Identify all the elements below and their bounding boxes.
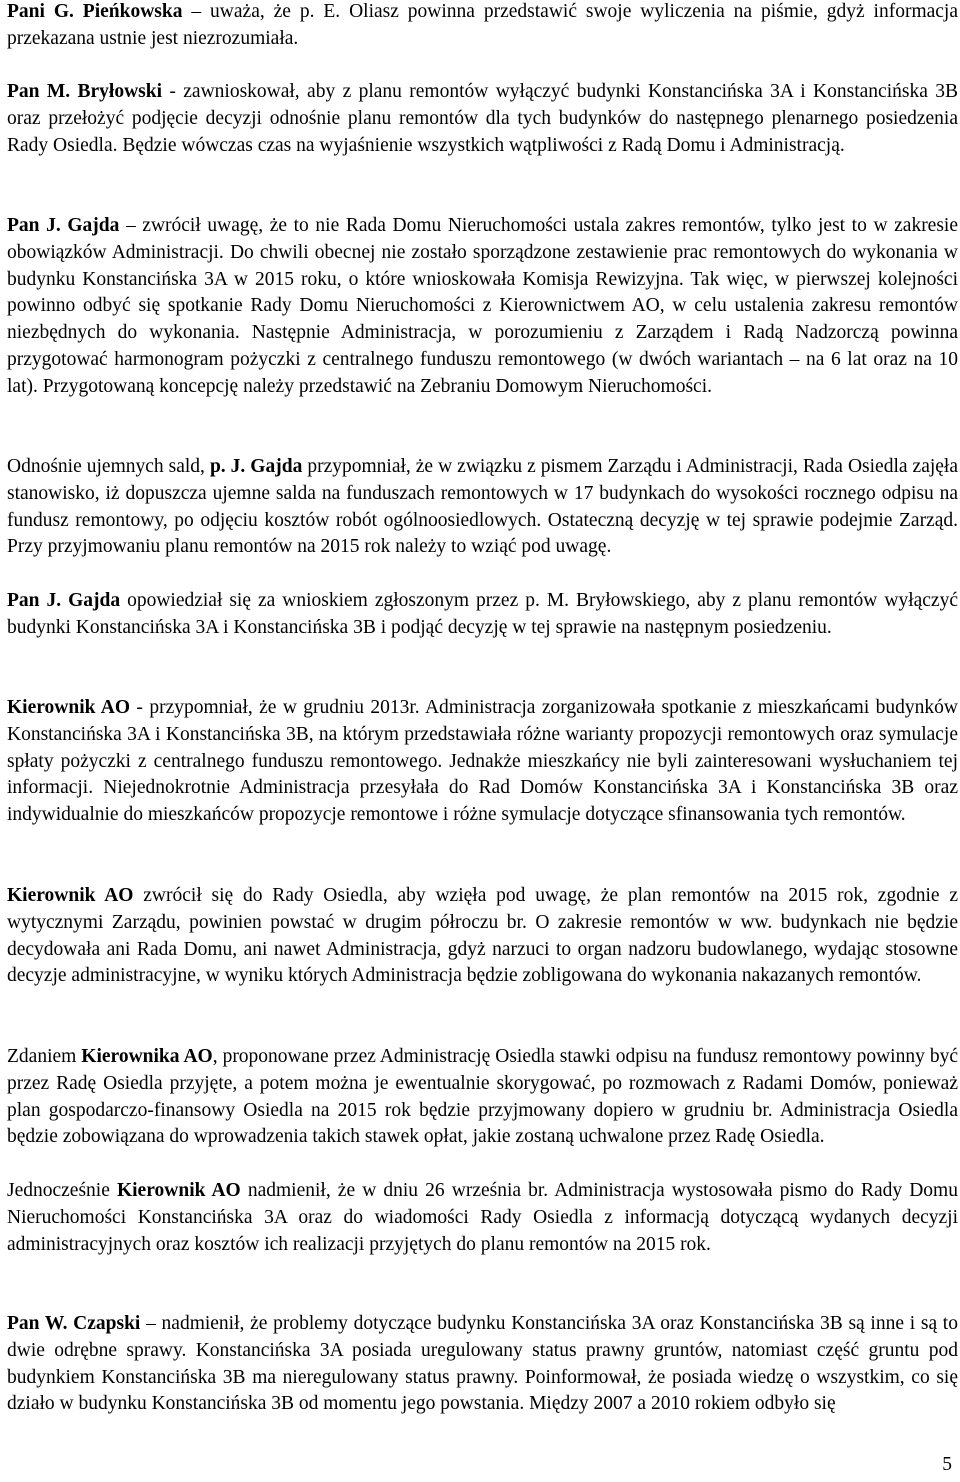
paragraph-text: - przypomniał, że w grudniu 2013r. Administracja zorganizowała spotkanie z mieszkańcami budynków Konstancińska 3A i Konstancińska 3B, na którym przedstawiała różne warianty propozycji remontowych oraz symulacje spłaty pożyczki z centralnego funduszu remontowego. Jednakże mieszkańcy nie byli zainteresowani wysłuchaniem tej informacji. Niejednokrotnie Administracja przesyłała do Rad Domów Konstancińska 3A i Konstancińska 3B oraz indywidualnie do mieszkańców propozycje remontowe i różne symulacje dotyczące sfinansowania tych remontów. xyxy=(7,697,958,826)
paragraph-gajda-2 xyxy=(7,588,958,642)
speaker-name: p. J. Gajda xyxy=(209,456,303,477)
paragraph-czapski xyxy=(7,1311,958,1418)
paragraph-text: nadmienił, że w dniu 26 września br. Administracja wystosowała pismo do Rady Domu Nieruchomości Konstancińska 3A oraz do wiadomości Rady Osiedla z informacją dotyczącą wydanych decyzji administracyjnych oraz kosztów ich realizacji przyjętych do planu remontów na 2015 rok. xyxy=(7,1180,958,1255)
speaker-name: Kierownik AO xyxy=(7,697,131,718)
speaker-name: Pani G. Pieńkowska xyxy=(7,1,183,22)
paragraph-text: zwrócił się do Rady Osiedla, aby wzięła pod uwagę, że plan remontów na 2015 rok, zgodnie z wytycznymi Zarządu, powinien powstać w drugim półroczu br. O zakresie remontów w ww. budynkach nie będzie decydowała ani Rada Domu, ani nawet Administracja, gdyż narzuci to organ nadzoru budowlanego, wydając stosowne decyzje administracyjne, w wyniku których Administracja będzie zobligowana do wykonania nakazanych remontów. xyxy=(7,885,958,987)
paragraph-text: – uważa, że p. E. Oliasz powinna przedstawić swoje wyliczenia na piśmie, gdyż informacja przekazana ustnie jest niezrozumiała. xyxy=(7,1,958,49)
speaker-name: Kierownika AO xyxy=(81,1046,213,1067)
paragraph-kierownik-3 xyxy=(7,1044,958,1151)
paragraph-kierownik-1 xyxy=(7,695,958,829)
speaker-name: Pan J. Gajda xyxy=(7,215,120,236)
paragraph-brylowski xyxy=(7,79,958,159)
paragraph-text: Zdaniem xyxy=(7,1046,82,1067)
paragraph-gajda-1 xyxy=(7,213,958,401)
paragraph-text: Jednocześnie xyxy=(7,1180,117,1201)
paragraph-text: – nadmienił, że problemy dotyczące budynku Konstancińska 3A oraz Konstancińska 3B są inne i są to dwie odrębne sprawy. Konstancińska 3A posiada uregulowany status prawny gruntów, natomiast część gruntu pod budynkiem Konstancińska 3B ma nieregulowany status prawny. Poinformował, że posiada wiedzę o wszystkim, co się działo w budynku Konstancińska 3B od momentu jego powstania. Między 2007 a 2010 rokiem odbyło się xyxy=(7,1313,958,1415)
paragraph-pienkowska xyxy=(7,0,958,53)
paragraph-text: - zawnioskował, aby z planu remontów wyłączyć budynki Konstancińska 3A i Konstancińska 3B oraz przełożyć podjęcie decyzji odnośnie planu remontów dla tych budynków do następnego plenarnego posiedzenia Rady Osiedla. Będzie wówczas czas na wyjaśnienie wszystkich wątpliwości z Radą Domu i Administracją. xyxy=(7,81,958,156)
paragraph-kierownik-2 xyxy=(7,883,958,990)
speaker-name: Kierownik AO xyxy=(116,1180,241,1201)
speaker-name: Pan W. Czapski xyxy=(7,1313,141,1334)
paragraph-ujemne-salda xyxy=(7,454,958,561)
speaker-name: Kierownik AO xyxy=(7,885,134,906)
speaker-name: Pan J. Gajda xyxy=(7,590,121,611)
document-page xyxy=(7,0,958,1482)
paragraph-text: przypomniał, że w związku z pismem Zarządu i Administracji, Rada Osiedla zajęła stanowisko, iż dopuszcza ujemne salda na funduszach remontowych w 17 budynkach do wysokości rocznego odpisu na fundusz remontowy, po odjęciu kosztów robót ogólnoosiedlowych. Ostateczną decyzję w tej sprawie podejmie Zarząd. Przy przyjmowaniu planu remontów na 2015 rok należy to wziąć pod uwagę. xyxy=(7,456,958,558)
paragraph-text: , proponowane przez Administrację Osiedla stawki odpisu na fundusz remontowy powinny być przez Radę Osiedla przyjęte, a potem można je ewentualnie skorygować, po rozmowach z Radami Domów, ponieważ plan gospodarczo-finansowy Osiedla na 2015 rok będzie przyjmowany dopiero w grudniu br. Administracja Osiedla będzie zobowiązana do wprowadzenia takich stawek opłat, jakie zostaną uchwalone przez Radę Osiedla. xyxy=(7,1046,958,1148)
speaker-name: Pan M. Bryłowski xyxy=(7,81,163,102)
page-number: 5 xyxy=(942,1454,952,1475)
paragraph-kierownik-4 xyxy=(7,1178,958,1258)
paragraph-text: Odnośnie ujemnych sald, xyxy=(7,456,210,477)
paragraph-text: – zwrócił uwagę, że to nie Rada Domu Nieruchomości ustala zakres remontów, tylko jest to w zakresie obowiązków Administracji. Do chwili obecnej nie zostało sporządzone zestawienie prac remontowych do wykonania w budynku Konstancińska 3A w 2015 roku, o które wnioskowała Komisja Rewizyjna. Tak więc, w pierwszej kolejności powinno odbyć się spotkanie Rady Domu Nieruchomości z Kierownictwem AO, w celu ustalenia zakresu remontów niezbędnych do wykonania. Następnie Administracja, w porozumieniu z Zarządem i Radą Nadzorczą powinna przygotować harmonogram pożyczki z centralnego funduszu remontowego (w dwóch wariantach – na 6 lat oraz na 10 lat). Przygotowaną koncepcję należy przedstawić na Zebraniu Domowym Nieruchomości. xyxy=(7,215,958,397)
paragraph-text: opowiedział się za wnioskiem zgłoszonym przez p. M. Bryłowskiego, aby z planu remontów wyłączyć budynki Konstancińska 3A i Konstancińska 3B i podjąć decyzję w tej sprawie na następnym posiedzeniu. xyxy=(7,590,958,638)
